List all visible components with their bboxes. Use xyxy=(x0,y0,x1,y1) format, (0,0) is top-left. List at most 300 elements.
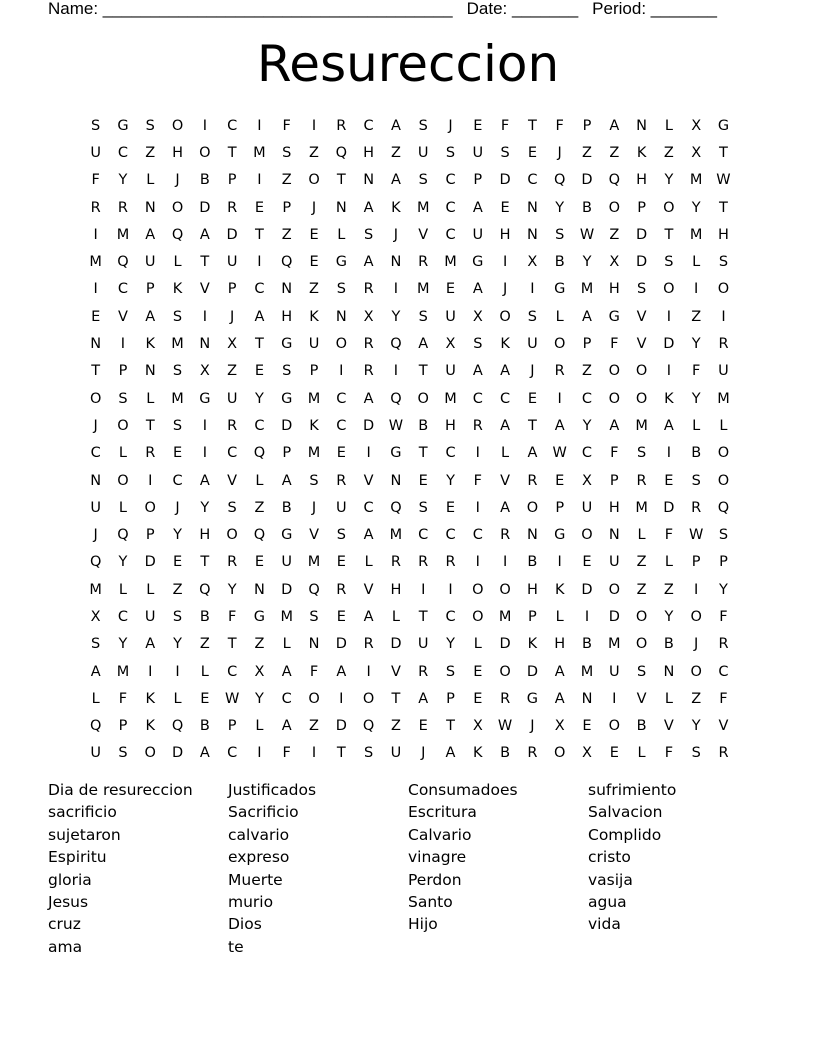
grid-letter[interactable]: I xyxy=(120,336,126,353)
grid-letter[interactable]: R xyxy=(691,499,702,516)
grid-letter[interactable]: Z xyxy=(309,718,319,735)
grid-letter[interactable]: Q xyxy=(281,254,293,271)
grid-letter[interactable]: S xyxy=(664,254,674,271)
grid-letter[interactable]: L xyxy=(146,390,155,407)
grid-letter[interactable]: A xyxy=(500,363,511,380)
grid-letter[interactable]: Z xyxy=(254,636,265,653)
grid-letter[interactable]: F xyxy=(719,690,728,707)
grid-letter[interactable]: G xyxy=(335,254,347,271)
grid-letter[interactable]: Y xyxy=(664,172,674,189)
grid-letter[interactable]: P xyxy=(446,690,455,707)
grid-letter[interactable]: X xyxy=(609,254,620,271)
grid-letter[interactable]: A xyxy=(199,472,210,489)
grid-letter[interactable]: O xyxy=(717,281,730,298)
grid-letter[interactable]: M xyxy=(280,608,293,625)
grid-letter[interactable]: S xyxy=(445,144,456,161)
grid-letter[interactable]: B xyxy=(500,745,511,762)
grid-letter[interactable]: Z xyxy=(227,363,238,380)
grid-letter[interactable]: E xyxy=(336,554,346,571)
grid-letter[interactable]: C xyxy=(445,226,456,243)
grid-letter[interactable]: Q xyxy=(253,527,266,544)
grid-letter[interactable]: L xyxy=(255,718,264,735)
grid-letter[interactable]: A xyxy=(145,226,156,243)
grid-letter[interactable]: I xyxy=(393,281,399,298)
grid-letter[interactable]: F xyxy=(282,745,291,762)
grid-letter[interactable]: G xyxy=(199,390,211,407)
grid-letter[interactable]: C xyxy=(336,417,347,434)
grid-letter[interactable]: F xyxy=(227,608,237,625)
grid-letter[interactable]: E xyxy=(473,663,483,680)
grid-letter[interactable]: S xyxy=(636,663,647,680)
grid-letter[interactable]: O xyxy=(635,390,648,407)
grid-letter[interactable]: V xyxy=(390,663,401,680)
grid-letter[interactable]: A xyxy=(500,417,511,434)
grid-letter[interactable]: Y xyxy=(173,636,182,653)
grid-letter[interactable]: O xyxy=(635,608,648,625)
grid-letter[interactable]: S xyxy=(364,745,374,762)
grid-letter[interactable]: C xyxy=(363,499,374,516)
grid-letter[interactable]: R xyxy=(554,363,565,380)
grid-letter[interactable]: V xyxy=(227,472,238,489)
grid-letter[interactable]: O xyxy=(663,281,675,298)
grid-letter[interactable]: R xyxy=(472,417,483,434)
grid-letter[interactable]: K xyxy=(527,636,538,653)
grid-letter[interactable]: F xyxy=(664,527,674,544)
grid-letter[interactable]: T xyxy=(255,336,264,353)
grid-letter[interactable]: L xyxy=(173,690,182,707)
grid-letter[interactable]: E xyxy=(527,144,537,161)
grid-letter[interactable]: W xyxy=(388,417,404,434)
grid-letter[interactable]: K xyxy=(145,336,155,353)
grid-letter[interactable]: S xyxy=(309,608,319,625)
grid-letter[interactable]: C xyxy=(363,117,374,134)
grid-letter[interactable]: L xyxy=(664,117,673,134)
grid-letter[interactable]: A xyxy=(390,172,401,189)
grid-letter[interactable]: O xyxy=(717,472,730,489)
grid-letter[interactable]: A xyxy=(199,226,210,243)
grid-letter[interactable]: B xyxy=(199,718,210,735)
grid-letter[interactable]: M xyxy=(253,144,266,161)
grid-letter[interactable]: R xyxy=(336,581,347,598)
grid-letter[interactable]: Z xyxy=(582,144,592,161)
grid-letter[interactable]: F xyxy=(91,172,100,189)
grid-letter[interactable]: C xyxy=(581,445,593,462)
grid-letter[interactable]: L xyxy=(91,690,100,707)
grid-letter[interactable]: S xyxy=(118,745,128,762)
grid-letter[interactable]: Z xyxy=(609,226,620,243)
grid-letter[interactable]: I xyxy=(93,226,98,243)
grid-letter[interactable]: I xyxy=(530,281,535,298)
grid-letter[interactable]: U xyxy=(308,336,320,353)
grid-letter[interactable]: N xyxy=(144,363,156,380)
grid-letter[interactable]: S xyxy=(336,527,346,544)
grid-letter[interactable]: K xyxy=(500,336,510,353)
grid-letter[interactable]: C xyxy=(227,117,238,134)
grid-letter[interactable]: A xyxy=(418,690,429,707)
grid-letter[interactable]: S xyxy=(91,636,101,653)
grid-letter[interactable]: D xyxy=(281,581,293,598)
grid-letter[interactable]: Y xyxy=(255,390,264,407)
grid-letter[interactable]: S xyxy=(527,308,537,325)
grid-letter[interactable]: V xyxy=(636,308,647,325)
grid-letter[interactable]: U xyxy=(527,336,538,353)
grid-letter[interactable]: S xyxy=(309,472,319,489)
grid-letter[interactable]: S xyxy=(282,144,292,161)
grid-letter[interactable]: A xyxy=(390,117,401,134)
grid-letter[interactable]: O xyxy=(144,745,156,762)
grid-letter[interactable]: A xyxy=(281,472,292,489)
grid-letter[interactable]: M xyxy=(389,527,403,544)
grid-letter[interactable]: B xyxy=(199,608,210,625)
grid-letter[interactable]: Z xyxy=(254,499,265,516)
grid-letter[interactable]: E xyxy=(254,363,265,380)
grid-letter[interactable]: Z xyxy=(582,363,592,380)
grid-letter[interactable]: X xyxy=(472,308,483,325)
grid-letter[interactable]: H xyxy=(363,144,375,161)
grid-letter[interactable]: C xyxy=(227,745,238,762)
grid-letter[interactable]: X xyxy=(363,308,374,325)
grid-letter[interactable]: S xyxy=(636,445,647,462)
grid-letter[interactable]: S xyxy=(418,117,428,134)
grid-letter[interactable]: R xyxy=(336,472,347,489)
grid-letter[interactable]: I xyxy=(257,117,262,134)
grid-letter[interactable]: M xyxy=(689,226,703,243)
grid-letter[interactable]: I xyxy=(257,172,262,189)
grid-letter[interactable]: W xyxy=(716,172,731,189)
grid-letter[interactable]: P xyxy=(282,199,292,216)
grid-letter[interactable]: T xyxy=(418,363,428,380)
grid-letter[interactable]: H xyxy=(199,527,211,544)
grid-letter[interactable]: C xyxy=(445,608,456,625)
grid-letter[interactable]: L xyxy=(118,581,127,598)
grid-letter[interactable]: E xyxy=(254,554,265,571)
grid-letter[interactable]: S xyxy=(145,117,155,134)
grid-letter[interactable]: K xyxy=(554,581,565,598)
grid-letter[interactable]: F xyxy=(309,663,319,680)
grid-letter[interactable]: R xyxy=(227,417,238,434)
grid-letter[interactable]: J xyxy=(502,281,508,298)
grid-letter[interactable]: Z xyxy=(172,581,183,598)
grid-letter[interactable]: Z xyxy=(636,554,647,571)
grid-letter[interactable]: D xyxy=(663,499,675,516)
grid-letter[interactable]: Z xyxy=(390,144,401,161)
grid-letter[interactable]: T xyxy=(527,417,537,434)
grid-letter[interactable]: N xyxy=(663,663,675,680)
grid-letter[interactable]: B xyxy=(281,499,292,516)
grid-letter[interactable]: I xyxy=(202,308,207,325)
grid-letter[interactable]: B xyxy=(527,554,538,571)
grid-letter[interactable]: U xyxy=(336,499,347,516)
grid-letter[interactable]: H xyxy=(608,281,620,298)
grid-letter[interactable]: Y xyxy=(691,390,701,407)
grid-letter[interactable]: P xyxy=(555,499,565,516)
grid-letter[interactable]: X xyxy=(527,254,538,271)
grid-letter[interactable]: I xyxy=(666,445,672,462)
grid-letter[interactable]: P xyxy=(719,554,728,571)
grid-letter[interactable]: V xyxy=(418,226,429,243)
grid-letter[interactable]: S xyxy=(555,226,565,243)
grid-letter[interactable]: D xyxy=(171,745,184,762)
grid-letter[interactable]: C xyxy=(445,172,456,189)
grid-letter[interactable]: R xyxy=(718,636,729,653)
grid-letter[interactable]: N xyxy=(281,281,293,298)
grid-letter[interactable]: L xyxy=(118,499,127,516)
grid-letter[interactable]: A xyxy=(336,663,347,680)
grid-letter[interactable]: M xyxy=(498,608,512,625)
grid-letter[interactable]: K xyxy=(473,745,483,762)
grid-letter[interactable]: I xyxy=(694,581,699,598)
grid-letter[interactable]: Y xyxy=(118,172,128,189)
grid-letter[interactable]: J xyxy=(175,499,180,516)
grid-letter[interactable]: R xyxy=(390,554,401,571)
grid-letter[interactable]: O xyxy=(663,199,675,216)
grid-letter[interactable]: I xyxy=(448,581,453,598)
grid-letter[interactable]: R xyxy=(636,472,647,489)
grid-letter[interactable]: H xyxy=(281,308,293,325)
grid-letter[interactable]: Z xyxy=(691,308,702,325)
grid-letter[interactable]: A xyxy=(582,308,592,325)
grid-letter[interactable]: S xyxy=(718,527,729,544)
grid-letter[interactable]: M xyxy=(171,390,184,407)
grid-letter[interactable]: B xyxy=(554,254,565,271)
grid-letter[interactable]: Y xyxy=(391,308,401,325)
grid-letter[interactable]: R xyxy=(418,663,429,680)
grid-letter[interactable]: A xyxy=(554,417,565,434)
grid-letter[interactable]: E xyxy=(200,690,210,707)
grid-letter[interactable]: Z xyxy=(281,172,292,189)
grid-letter[interactable]: A xyxy=(609,417,620,434)
grid-letter[interactable]: E xyxy=(473,117,483,134)
grid-letter[interactable]: P xyxy=(145,281,155,298)
grid-letter[interactable]: I xyxy=(93,281,98,298)
grid-letter[interactable]: I xyxy=(202,117,207,134)
grid-letter[interactable]: J xyxy=(229,308,235,325)
grid-letter[interactable]: Z xyxy=(663,144,674,161)
grid-letter[interactable]: R xyxy=(363,281,374,298)
grid-letter[interactable]: G xyxy=(390,445,402,462)
grid-letter[interactable]: X xyxy=(554,718,565,735)
grid-letter[interactable]: F xyxy=(118,690,128,707)
grid-letter[interactable]: A xyxy=(145,308,156,325)
grid-letter[interactable]: Q xyxy=(253,445,266,462)
grid-letter[interactable]: X xyxy=(472,718,483,735)
grid-letter[interactable]: U xyxy=(445,363,456,380)
grid-letter[interactable]: V xyxy=(199,281,210,298)
grid-letter[interactable]: L xyxy=(719,417,728,434)
grid-letter[interactable]: J xyxy=(311,199,317,216)
grid-letter[interactable]: X xyxy=(90,608,101,625)
grid-letter[interactable]: I xyxy=(475,499,480,516)
grid-letter[interactable]: R xyxy=(363,636,374,653)
grid-letter[interactable]: M xyxy=(116,663,130,680)
grid-letter[interactable]: I xyxy=(257,254,262,271)
grid-letter[interactable]: C xyxy=(281,690,292,707)
grid-letter[interactable]: O xyxy=(117,472,129,489)
grid-letter[interactable]: B xyxy=(636,718,647,735)
grid-letter[interactable]: C xyxy=(90,445,101,462)
grid-letter[interactable]: C xyxy=(336,390,347,407)
grid-letter[interactable]: Y xyxy=(691,718,701,735)
grid-letter[interactable]: T xyxy=(418,608,428,625)
grid-letter[interactable]: R xyxy=(718,336,729,353)
grid-letter[interactable]: N xyxy=(144,199,156,216)
grid-letter[interactable]: H xyxy=(554,636,566,653)
grid-letter[interactable]: Q xyxy=(308,581,320,598)
grid-letter[interactable]: O xyxy=(608,718,620,735)
grid-letter[interactable]: D xyxy=(226,226,238,243)
grid-letter[interactable]: Y xyxy=(446,472,455,489)
grid-letter[interactable]: E xyxy=(445,499,456,516)
grid-letter[interactable]: L xyxy=(282,636,291,653)
grid-letter[interactable]: L xyxy=(637,527,646,544)
grid-letter[interactable]: Q xyxy=(362,718,375,735)
grid-letter[interactable]: B xyxy=(663,636,674,653)
grid-letter[interactable]: Q xyxy=(117,254,129,271)
grid-letter[interactable]: C xyxy=(254,281,265,298)
grid-letter[interactable]: I xyxy=(366,445,371,462)
grid-letter[interactable]: A xyxy=(500,499,511,516)
grid-letter[interactable]: J xyxy=(530,718,535,735)
grid-letter[interactable]: Q xyxy=(199,581,211,598)
grid-letter[interactable]: N xyxy=(335,308,347,325)
grid-letter[interactable]: T xyxy=(145,417,155,434)
grid-letter[interactable]: P xyxy=(145,527,155,544)
grid-letter[interactable]: Y xyxy=(118,554,128,571)
grid-letter[interactable]: O xyxy=(89,390,102,407)
grid-letter[interactable]: J xyxy=(311,499,317,516)
grid-letter[interactable]: F xyxy=(555,117,564,134)
grid-letter[interactable]: L xyxy=(555,608,564,625)
grid-letter[interactable]: P xyxy=(582,117,592,134)
grid-letter[interactable]: E xyxy=(582,554,592,571)
grid-letter[interactable]: O xyxy=(635,363,648,380)
grid-letter[interactable]: D xyxy=(335,636,347,653)
grid-letter[interactable]: K xyxy=(309,417,319,434)
grid-letter[interactable]: W xyxy=(552,445,567,462)
grid-letter[interactable]: R xyxy=(527,472,538,489)
grid-letter[interactable]: M xyxy=(89,254,102,271)
grid-letter[interactable]: U xyxy=(472,226,484,243)
grid-letter[interactable]: L xyxy=(692,254,701,271)
grid-letter[interactable]: X xyxy=(691,117,702,134)
grid-letter[interactable]: D xyxy=(499,636,511,653)
grid-letter[interactable]: Y xyxy=(446,636,455,653)
grid-letter[interactable]: M xyxy=(580,281,594,298)
grid-letter[interactable]: M xyxy=(580,663,594,680)
grid-letter[interactable]: V xyxy=(500,472,511,489)
grid-letter[interactable]: D xyxy=(499,172,511,189)
grid-letter[interactable]: M xyxy=(444,254,457,271)
grid-letter[interactable]: U xyxy=(417,636,429,653)
grid-letter[interactable]: E xyxy=(172,445,183,462)
grid-letter[interactable]: U xyxy=(390,745,402,762)
grid-letter[interactable]: X xyxy=(445,336,456,353)
grid-letter[interactable]: U xyxy=(445,308,456,325)
grid-letter[interactable]: R xyxy=(336,117,347,134)
grid-letter[interactable]: Z xyxy=(309,281,319,298)
grid-letter[interactable]: G xyxy=(526,690,539,707)
grid-letter[interactable]: O xyxy=(362,690,375,707)
grid-letter[interactable]: G xyxy=(554,281,566,298)
grid-letter[interactable]: W xyxy=(224,690,240,707)
grid-letter[interactable]: C xyxy=(445,445,456,462)
grid-letter[interactable]: N xyxy=(90,472,102,489)
grid-letter[interactable]: T xyxy=(418,445,428,462)
grid-letter[interactable]: Q xyxy=(171,718,184,735)
grid-letter[interactable]: Y xyxy=(227,581,237,598)
grid-letter[interactable]: W xyxy=(497,718,513,735)
grid-letter[interactable]: L xyxy=(146,581,155,598)
grid-letter[interactable]: G xyxy=(608,308,620,325)
grid-letter[interactable]: T xyxy=(91,363,101,380)
grid-letter[interactable]: O xyxy=(308,172,320,189)
grid-letter[interactable]: K xyxy=(172,281,183,298)
grid-letter[interactable]: L xyxy=(637,745,646,762)
grid-letter[interactable]: S xyxy=(336,281,346,298)
grid-letter[interactable]: S xyxy=(718,254,729,271)
grid-letter[interactable]: H xyxy=(608,499,620,516)
grid-letter[interactable]: O xyxy=(472,581,484,598)
grid-letter[interactable]: A xyxy=(145,636,156,653)
grid-letter[interactable]: O xyxy=(417,390,429,407)
grid-letter[interactable]: R xyxy=(145,445,156,462)
grid-letter[interactable]: E xyxy=(172,554,183,571)
grid-letter[interactable]: R xyxy=(227,199,238,216)
grid-letter[interactable]: D xyxy=(636,226,648,243)
grid-letter[interactable]: A xyxy=(472,281,483,298)
grid-letter[interactable]: L xyxy=(664,554,673,571)
grid-letter[interactable]: B xyxy=(418,417,429,434)
grid-letter[interactable]: L xyxy=(692,417,701,434)
grid-letter[interactable]: I xyxy=(694,281,699,298)
grid-letter[interactable]: H xyxy=(499,226,511,243)
grid-letter[interactable]: D xyxy=(199,199,211,216)
grid-letter[interactable]: Z xyxy=(663,581,674,598)
grid-letter[interactable]: T xyxy=(664,226,674,243)
grid-letter[interactable]: P xyxy=(118,363,128,380)
grid-letter[interactable]: I xyxy=(366,663,371,680)
grid-letter[interactable]: A xyxy=(199,745,210,762)
grid-letter[interactable]: A xyxy=(363,527,374,544)
grid-letter[interactable]: E xyxy=(254,199,265,216)
grid-letter[interactable]: J xyxy=(93,527,98,544)
grid-letter[interactable]: A xyxy=(472,199,483,216)
grid-letter[interactable]: P xyxy=(309,363,319,380)
grid-letter[interactable]: P xyxy=(691,554,701,571)
grid-letter[interactable]: Y xyxy=(555,199,565,216)
grid-letter[interactable]: I xyxy=(557,390,562,407)
grid-letter[interactable]: C xyxy=(472,390,483,407)
grid-letter[interactable]: E xyxy=(309,254,319,271)
grid-letter[interactable]: U xyxy=(90,745,101,762)
grid-letter[interactable]: I xyxy=(175,663,180,680)
grid-letter[interactable]: I xyxy=(339,690,344,707)
grid-letter[interactable]: O xyxy=(171,117,184,134)
grid-letter[interactable]: Z xyxy=(636,581,647,598)
grid-letter[interactable]: C xyxy=(117,608,128,625)
grid-letter[interactable]: R xyxy=(90,199,101,216)
grid-letter[interactable]: V xyxy=(636,690,647,707)
grid-letter[interactable]: S xyxy=(691,745,701,762)
grid-letter[interactable]: M xyxy=(689,172,703,189)
grid-letter[interactable]: P xyxy=(118,718,128,735)
grid-letter[interactable]: T xyxy=(227,144,237,161)
grid-letter[interactable]: N xyxy=(308,636,320,653)
grid-letter[interactable]: A xyxy=(281,718,292,735)
grid-letter[interactable]: N xyxy=(526,226,538,243)
grid-letter[interactable]: G xyxy=(281,336,293,353)
grid-letter[interactable]: O xyxy=(144,499,156,516)
